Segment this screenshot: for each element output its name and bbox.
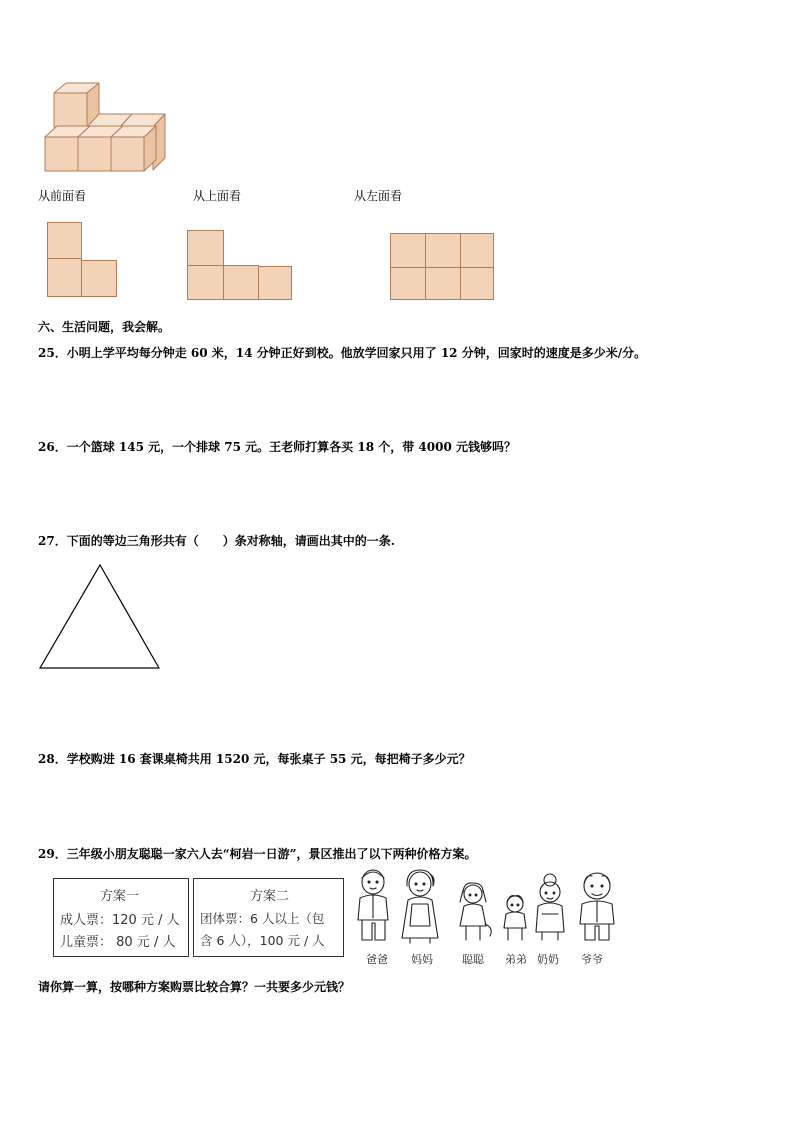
plan-two-title: 方案二 (250, 889, 290, 904)
front-view-label: 从前面看 (38, 189, 87, 203)
question-25 (38, 344, 646, 361)
didi-figure (504, 896, 526, 940)
left-view-figure (389, 231, 497, 303)
question-29 (38, 845, 477, 862)
mom-figure (402, 870, 438, 943)
top-view-label: 从上面看 (193, 189, 242, 203)
question-number: 28． (38, 752, 67, 766)
front-view-figure (46, 220, 120, 300)
family-label-dad: 爸爸 (366, 953, 388, 966)
question-number: 27． (38, 534, 67, 548)
question-number: 26． (38, 440, 67, 454)
family-label-grandpa: 爷爷 (581, 953, 603, 966)
question-text: 三年级小朋友聪聪一家六人去“柯岩一日游”，景区推出了以下两种价格方案。 (66, 847, 477, 861)
question-text: 小明上学平均每分钟走 60 米，14 分钟正好到校。他放学回家只用了 12 分钟，回家时的速度是多少米/分。 (66, 346, 647, 360)
plan-one-child-price: 儿童票： 80 元 / 人 (60, 935, 176, 950)
grandpa-figure (580, 873, 614, 940)
question-number: 29． (38, 847, 67, 861)
dad-figure (358, 870, 388, 940)
plan-one-box (53, 878, 189, 957)
family-label-didi: 弟弟 (505, 953, 527, 966)
equilateral-triangle-figure (36, 560, 164, 672)
question-27 (38, 532, 395, 549)
section-heading: 六、生活问题，我会解。 (38, 320, 171, 334)
question-text: 下面的等边三角形共有（ ）条对称轴，请画出其中的一条. (66, 534, 395, 548)
left-view-label: 从左面看 (354, 189, 403, 203)
congcong-figure (460, 883, 491, 940)
family-illustration (350, 868, 620, 946)
question-29-followup: 请你算一算，按哪种方案购票比较合算？一共要多少元钱？ (38, 980, 351, 994)
question-text: 一个篮球 145 元，一个排球 75 元。王老师打算各买 18 个，带 4000 元钱够吗？ (66, 440, 516, 454)
question-28 (38, 750, 471, 767)
plan-two-box (193, 878, 344, 957)
question-26 (38, 438, 516, 455)
plan-two-group-line2: 含 6 人），100 元 / 人 (200, 933, 325, 948)
question-number: 25． (38, 346, 67, 360)
plan-two-group-line1: 团体票：6 人以上（包 (200, 911, 325, 926)
family-label-grandma: 奶奶 (537, 953, 559, 966)
grandma-figure (536, 874, 564, 940)
family-label-mom: 妈妈 (411, 953, 433, 966)
plan-one-adult-price: 成人票：120 元 / 人 (60, 913, 180, 928)
family-label-congcong: 聪聪 (462, 953, 484, 966)
cube-stack-figure (40, 80, 180, 175)
plan-one-title: 方案一 (100, 889, 140, 904)
top-view-figure (186, 228, 296, 302)
question-text: 学校购进 16 套课桌椅共用 1520 元，每张桌子 55 元，每把椅子多少元？ (66, 752, 471, 766)
